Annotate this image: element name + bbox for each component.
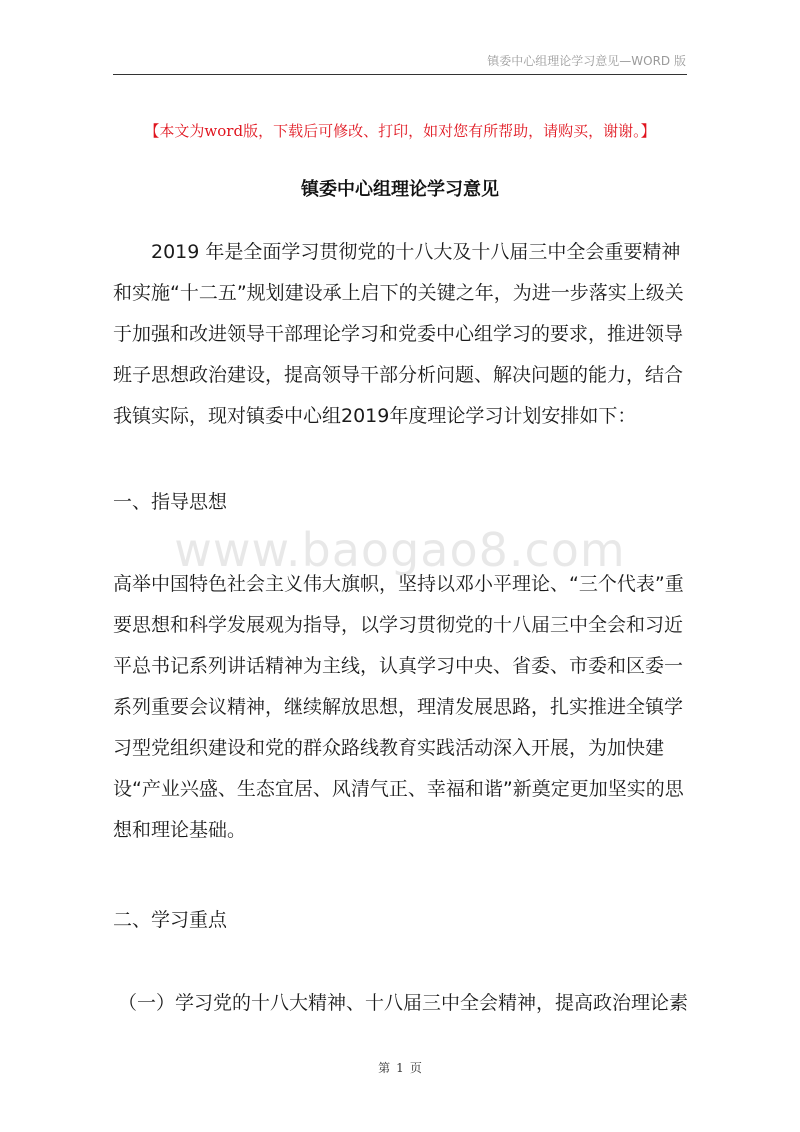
page-number [0,1059,800,1076]
intro-paragraph: 2019 年是全面学习贯彻党的十八大及十八届三中全会重要精神和实施“十二五”规划建设承上启下的关键之年，为进一步落实上级关于加强和改进领导干部理论学习和党委中心组学习的要求，推进领导班子思想政治建设，提高领导干部分析问题、解决问题的能力，结合我镇实际，现对镇委中心组2019年度理论学习计划安排如下： [113,241,684,427]
header-divider [113,74,687,75]
watermark: www.baogao8.com [174,523,626,577]
running-header: 镇委中心组理论学习意见—WORD 版 [487,54,686,68]
page-prefix: 第 [378,1061,391,1075]
section-heading-study-focus: 二、学习重点 [113,909,228,931]
guiding-ideology-paragraph: 高举中国特色社会主义伟大旗帜，坚持以邓小平理论、“三个代表”重要思想和科学发展观为指导，以学习贯彻党的十八届三中全会和习近平总书记系列讲话精神为主线，认真学习中央、省委、市委和区委一系列重要会议精神，继续解放思想，理清发展思路，扎实推进全镇学习型党组织建设和党的群众路线教育实践活动深入开展，为加快建设“产业兴盛、生态宜居、风清气正、幸福和谐”新奠定更加坚实的思想和理论基础。 [113,573,684,841]
section-heading-guiding-ideology: 一、指导思想 [113,491,228,513]
document-title: 镇委中心组理论学习意见 [301,179,499,200]
page-number-value: 1 [396,1061,404,1075]
download-notice: 【本文为word版，下载后可修改、打印，如对您有所帮助，请购买，谢谢。】 [144,122,656,140]
study-focus-item-1: （一）学习党的十八大精神、十八届三中全会精神，提高政治理论素 [118,992,689,1014]
page-suffix: 页 [409,1061,422,1075]
